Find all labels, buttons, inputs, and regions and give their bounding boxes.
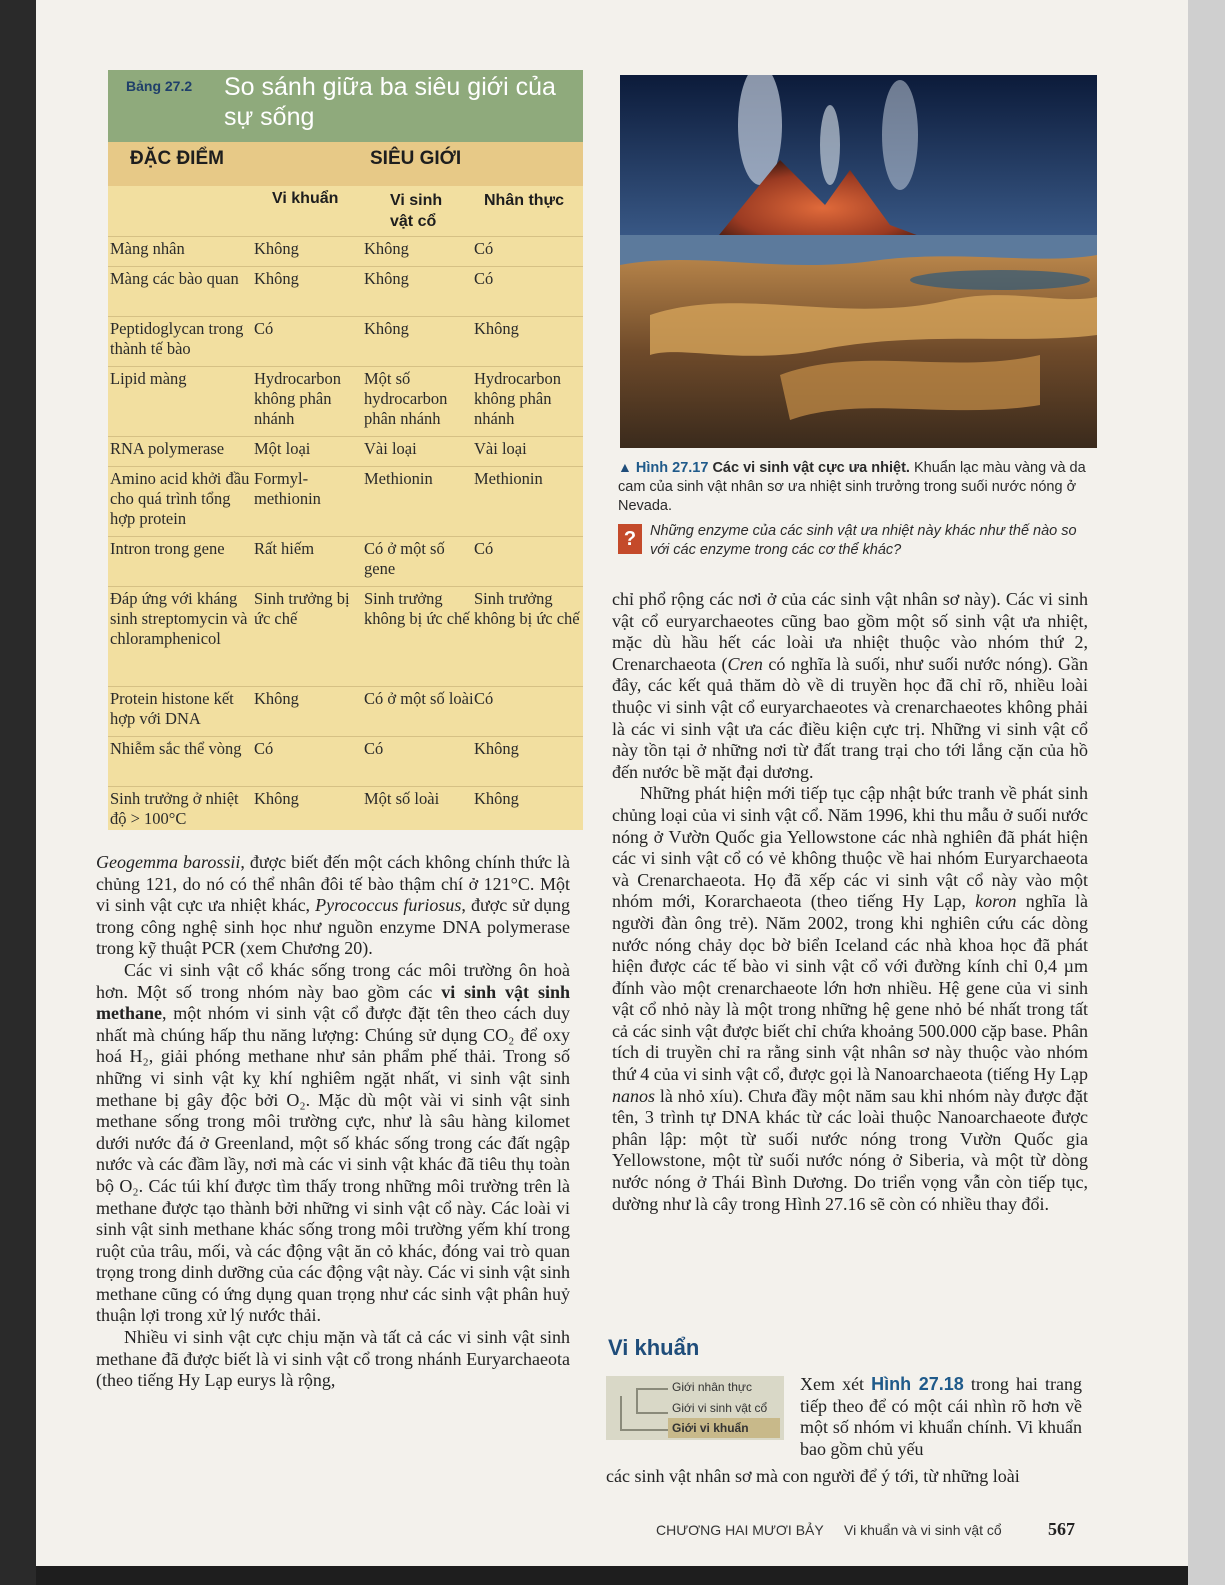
paragraph-text: , một nhóm vi sinh vật cổ được đặt tên theo cách duy nhất mà chúng hấp thu năng lượng: Chúng sử dụng CO₂ để oxy hoá H₂, giải phóng methane như sản phẩm phế thải. Trong số những vi sinh vật kỵ khí nghiêm ngặt nhất, vi sinh vật sinh methane bị gây độc bởi O₂. Mặc dù một vài vi sinh vật sinh methane sống trong môi trường cực, như là sâu hàng kilomet dưới nước đá ở Greenland, một số khác sống trong các đất ngập nước và các đầm lầy, nơi mà các vi sinh vật khác đã tiêu thụ toàn bộ O₂. Các túi khí được tìm thấy trong những môi trường trên là methane được tạo thành bởi những vi sinh vật cổ này. Các loài vi sinh vật sinh methane khác sống trong môi trường yếm khí trong ruột của trâu, mối, và các động vật ăn cỏ khác, đóng vai trò quan trọng trong dinh dưỡng của các động vật này. Các vi sinh vật sinh methane cũng có ứng dụng quan trọng như các sinh vật phân huỷ thuận lợi trong xử lý nước thải. [96,1003,570,1326]
figure-caption-text: Khuẩn lạc màu vàng và da cam của sinh vật nhân sơ ưa nhiệt sinh trưởng trong suối nước nóng ở Nevada. [618,460,1086,514]
table-row-feature: Amino acid khởi đầu cho quá trình tổng hợp protein [110,469,250,528]
figure-photo [620,75,1097,448]
table-cell: Có [474,239,494,258]
mini-tree-diagram [606,1376,784,1440]
table-cell: Vài loại [364,439,417,458]
closing-line: các sinh vật nhân sơ mà con người để ý tới, từ những loài [606,1466,1020,1486]
figure-title: Các vi sinh vật cực ưa nhiệt. [712,460,910,476]
tree-branch [620,1429,668,1431]
table-cell: Có [474,269,494,288]
table-cell: Hydrocarbon không phân nhánh [474,369,562,428]
table-title: So sánh giữa ba siêu giới của sự sống [224,73,556,131]
paragraph-text: Xem xét [800,1374,872,1394]
tree-label: Giới vi sinh vật cổ [672,1401,768,1415]
table-cell: Không [254,269,299,288]
table-row [108,536,583,578]
table-cell: Không [364,319,409,338]
species-name: Geogemma barossii [96,852,241,872]
page-edge [1188,0,1225,1585]
figure-question-text: Những enzyme của các sinh vật ưa nhiệt này khác như thế nào so với các enzyme trong các cơ thể khác? [650,523,1077,558]
figure-reference: Hình 27.18 [871,1374,964,1394]
comparison-table [108,70,583,830]
table-cell: Một số loài [364,789,440,808]
table-row-feature: Peptidoglycan trong thành tế bào [110,319,244,358]
table-label: Bảng 27.2 [126,78,193,94]
hot-spring-image [620,75,1097,448]
table-row [108,586,583,648]
section-heading: Vi khuẩn [608,1335,700,1360]
table-row [108,436,583,458]
table-cell: Không [364,269,409,288]
table-cell: Không [474,739,519,758]
key-term: vi sinh vật sinh methane [96,981,570,1024]
paragraph-text: Các vi sinh vật cổ khác sống trong các môi trường ôn hoà hơn. Một số trong nhóm này bao gồm các [96,959,570,1002]
figure-label: Hình 27.17 [635,460,709,476]
table-cell: Có ở một số gene [364,539,445,578]
table-cell: Không [474,789,519,808]
column-feature: ĐẶC ĐIỂM [130,148,224,169]
table-cell: Formyl-methionin [254,469,321,508]
page-footer [656,1519,1075,1539]
table-row-feature: Intron trong gene [110,539,225,558]
table-cell: Không [254,789,299,808]
paragraph-text: , được biết đến một cách không chính thức là chủng 121, do nó có thể nhân đôi tế bào thậm chí ở 121°C. Một vi sinh vật cực ưa nhiệt khác, [96,852,570,916]
table-row-feature: Màng nhân [110,239,185,258]
table-cell: Một loại [254,439,311,458]
paragraph-text: Nhiều vi sinh vật cực chịu mặn và tất cả các vi sinh vật sinh methane đã được biết là vi sinh vật cổ trong nhánh Euryarchaeota (theo tiếng Hy Lạp eurys là rộng, [96,1327,570,1391]
table-cell: Sinh trưởng không bị ức chế [474,589,580,628]
table-cell: Có ở một số loài [364,689,474,708]
page-number: 567 [1048,1519,1075,1539]
table-row [108,316,583,358]
table-header [108,70,583,142]
paragraph-text: trong hai trang tiếp theo để có một cái nhìn rõ hơn về một số nhóm vi khuẩn chính. Vi khuẩn bao gồm chủ yếu [800,1374,1082,1459]
paragraph-text: có nghĩa là suối, như suối nước nóng). Gần đây, các kết quả thăm dò về di truyền học đã chỉ rõ, nhiều loài thuộc vi sinh vật cổ euryarchaeotes và crenarchaeotes không phải là các vi sinh vật ưa các điều kiện cực trị. Những vi sinh vật cổ này tồn tại ở những nơi từ đất trang trại cho tới lắng cặn của hồ đến nước bề mặt đại dương. [612,653,1088,782]
table-row-feature: Màng các bào quan [110,269,239,288]
table-cell: Sinh trưởng không bị ức chế [364,589,470,628]
table-cell: Không [364,239,409,258]
tree-branch [636,1388,668,1390]
subcol-archaea: Vi sinh vật cổ [390,192,443,230]
table-row [108,686,583,728]
right-column-text [612,589,1088,1215]
table-cell: Có [364,739,384,758]
scan-border [36,1566,1188,1585]
table-cell: Vài loại [474,439,527,458]
paragraph-text: chỉ phổ rộng các nơi ở của các sinh vật nhân sơ này). Các vi sinh vật cổ euryarchaeotes cũng bao gồm một số sinh vật ưa nhiệt, mặc dù hầu hết các loài ưa nhiệt thuộc vào nhóm thứ 2, Crenarchaeota ( [612,589,1088,674]
table-row [108,786,583,828]
table-cell: Không [254,689,299,708]
table-row-feature: Lipid màng [110,369,187,388]
table-cell: Methionin [364,469,433,488]
table-cell: Có [474,689,494,708]
table-cell: Rất hiếm [254,539,315,558]
table-cell: Có [474,539,494,558]
paragraph-text: nghĩa là người đàn ông trẻ). Năm 2002, trong khi nghiên cứu các dòng nước nóng chảy dọc bờ biển Iceland các nhà khoa học đã phát hiện được các tế bào vi sinh vật cổ với đường kính chỉ 0,4 µm đính vào một crenarchaeote lớn hơn nhiều. Hệ gene của vi sinh vật cổ nhỏ này là một trong những hệ gene nhỏ bé nhất trong tất cả các sinh vật được biết chỉ chứa khoảng 500.000 cặp base. Phân tích di truyền chỉ ra rằng sinh vật nhân sơ này thuộc vào nhóm thứ 4 của vi sinh vật cổ, được gọi là Nanoarchaeota (tiếng Hy Lạp [612,891,1088,1085]
table-cell: Một số hydrocarbon phân nhánh [364,369,448,428]
question-icon: ? [618,524,642,554]
table-cell: Không [254,239,299,258]
chapter-topic: Vi khuẩn và vi sinh vật cổ [844,1522,1002,1538]
table-cell: Sinh trưởng bị ức chế [254,589,350,628]
table-cell: Methionin [474,469,543,488]
subcol-eukarya: Nhân thực [484,192,565,209]
table-cell: Có [254,319,274,338]
species-name: Pyrococcus furiosus [315,895,462,916]
table-row-feature: Nhiễm sắc thể vòng [110,739,242,758]
figure-caption [618,458,1088,516]
table-cell: Hydrocarbon không phân nhánh [254,369,342,428]
italic-term: nanos [612,1085,656,1106]
closing-paragraph [800,1374,1082,1460]
italic-term: koron [975,891,1017,912]
table-row-feature: RNA polymerase [110,439,225,458]
tree-branch [636,1412,668,1414]
table-row-feature: Sinh trưởng ở nhiệt độ > 100°C [110,789,239,828]
chapter-name: CHƯƠNG HAI MƯƠI BẢY [656,1522,824,1538]
table-row [108,466,583,528]
left-column-text [96,852,570,1392]
tree-branch [636,1388,638,1414]
tree-branch [620,1396,622,1430]
paragraph-text: là nhỏ xíu). Chưa đầy một năm sau khi nhóm này được đặt tên, 3 trình tự DNA khác từ các loài thuộc Nanoarchaeote được phân lập: một từ suối nước nóng trong Vườn Quốc gia Yellowstone, một từ suối nước nóng ở Siberia, và một từ dòng nước nóng ở Thái Bình Dương. Do triển vọng vẫn còn tiếp tục, dường như là cây trong Hình 27.16 sẽ còn có nhiều thay đổi. [612,1085,1088,1214]
paragraph-text: Những phát hiện mới tiếp tục cập nhật bức tranh về phát sinh chủng loại của vi sinh vật cổ. Năm 1996, khi thu mẫu ở suối nước nóng ở Vườn Quốc gia Yellowstone các nhà nghiên đã phát hiện các vi sinh vật cổ có vẻ không thuộc về hai nhóm Euryarchaeota và Crenarchaeota. Họ đã xếp các vi sinh vật cổ này vào một nhóm mới, Korarchaeota (theo tiếng Hy Lạp, [612,783,1088,912]
table-row [108,366,583,428]
table-row [108,736,583,758]
column-domain: SIÊU GIỚI [370,148,462,169]
table-cell: Có [254,739,274,758]
tree-label: Giới nhân thực [672,1380,752,1394]
table-row [108,236,583,258]
triangle-icon: ▲ [618,459,632,475]
tree-label: Giới vi khuẩn [672,1421,749,1435]
table-row [108,266,583,288]
italic-term: Cren [727,653,763,674]
table-row-feature: Protein histone kết hợp với DNA [110,689,234,728]
table-cell: Không [474,319,519,338]
table-row-feature: Đáp ứng với kháng sinh streptomycin và chloramphenicol [110,589,248,648]
paragraph-text: , được sử dụng trong công nghệ sinh học như nguồn enzyme DNA polymerase trong kỹ thuật PCR (xem Chương 20). [96,895,571,959]
subcol-bacteria: Vi khuẩn [272,190,339,207]
